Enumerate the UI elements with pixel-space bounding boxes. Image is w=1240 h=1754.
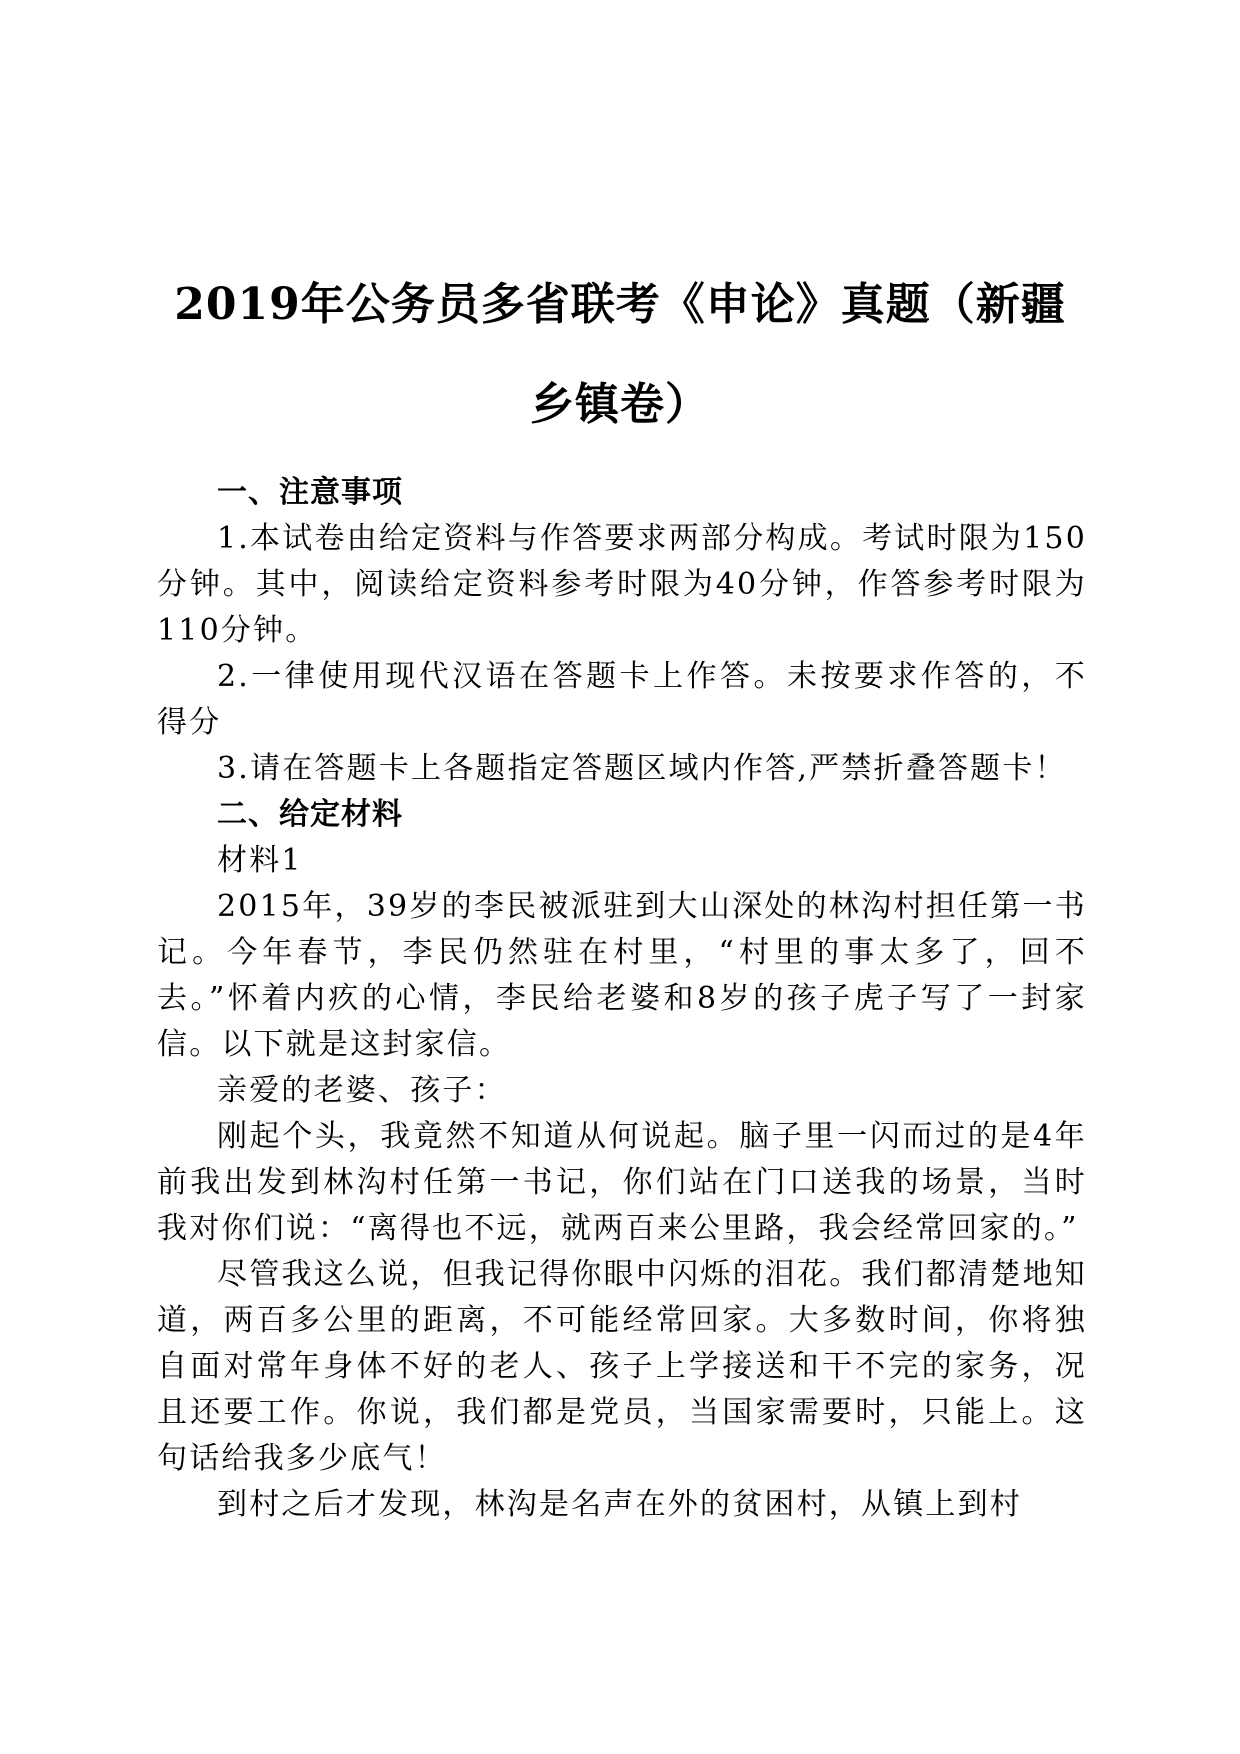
material-paragraph: 2015年，39岁的李民被派驻到大山深处的林沟村担任第一书记。今年春节，李民仍然驻在村里，“村里的事太多了，回不去。”怀着内疚的心情，李民给老婆和8岁的孩子虎子写了一封家信。以下就是这封家信。	[157, 889, 1087, 1062]
material-paragraph: 尽管我这么说，但我记得你眼中闪烁的泪花。我们都清楚地知道，两百多公里的距离，不可能经常回家。大多数时间，你将独自面对常年身体不好的老人、孩子上学接送和干不完的家务，况且还要工作。你说，我们都是党员，当国家需要时，只能上。这句话给我多少底气！	[157, 1257, 1087, 1476]
material-paragraph: 刚起个头，我竟然不知道从何说起。脑子里一闪而过的是4年前我出发到林沟村任第一书记，你们站在门口送我的场景，当时我对你们说：“离得也不远，就两百来公里路，我会经常回家的。”	[157, 1119, 1087, 1246]
material-paragraph: 到村之后才发现，林沟是名声在外的贫困村，从镇上到村	[217, 1487, 1022, 1522]
letter-salutation: 亲爱的老婆、孩子：	[217, 1073, 507, 1108]
notice-item-2: 2.一律使用现代汉语在答题卡上作答。未按要求作答的，不得分	[157, 659, 1087, 740]
document-body	[157, 470, 1087, 1528]
section-heading-notice: 一、注意事项	[217, 475, 403, 510]
document-title	[150, 255, 1090, 455]
notice-item-1: 1.本试卷由给定资料与作答要求两部分构成。考试时限为150分钟。其中，阅读给定资料参考时限为40分钟，作答参考时限为110分钟。	[157, 521, 1087, 648]
material-label: 材料1	[217, 843, 303, 878]
title-line-2: 乡镇卷）	[530, 379, 710, 430]
section-heading-materials: 二、给定材料	[217, 797, 403, 832]
title-line-1: 2019年公务员多省联考《申论》真题（新疆	[174, 279, 1066, 330]
notice-item-3: 3.请在答题卡上各题指定答题区域内作答,严禁折叠答题卡！	[217, 751, 1067, 786]
